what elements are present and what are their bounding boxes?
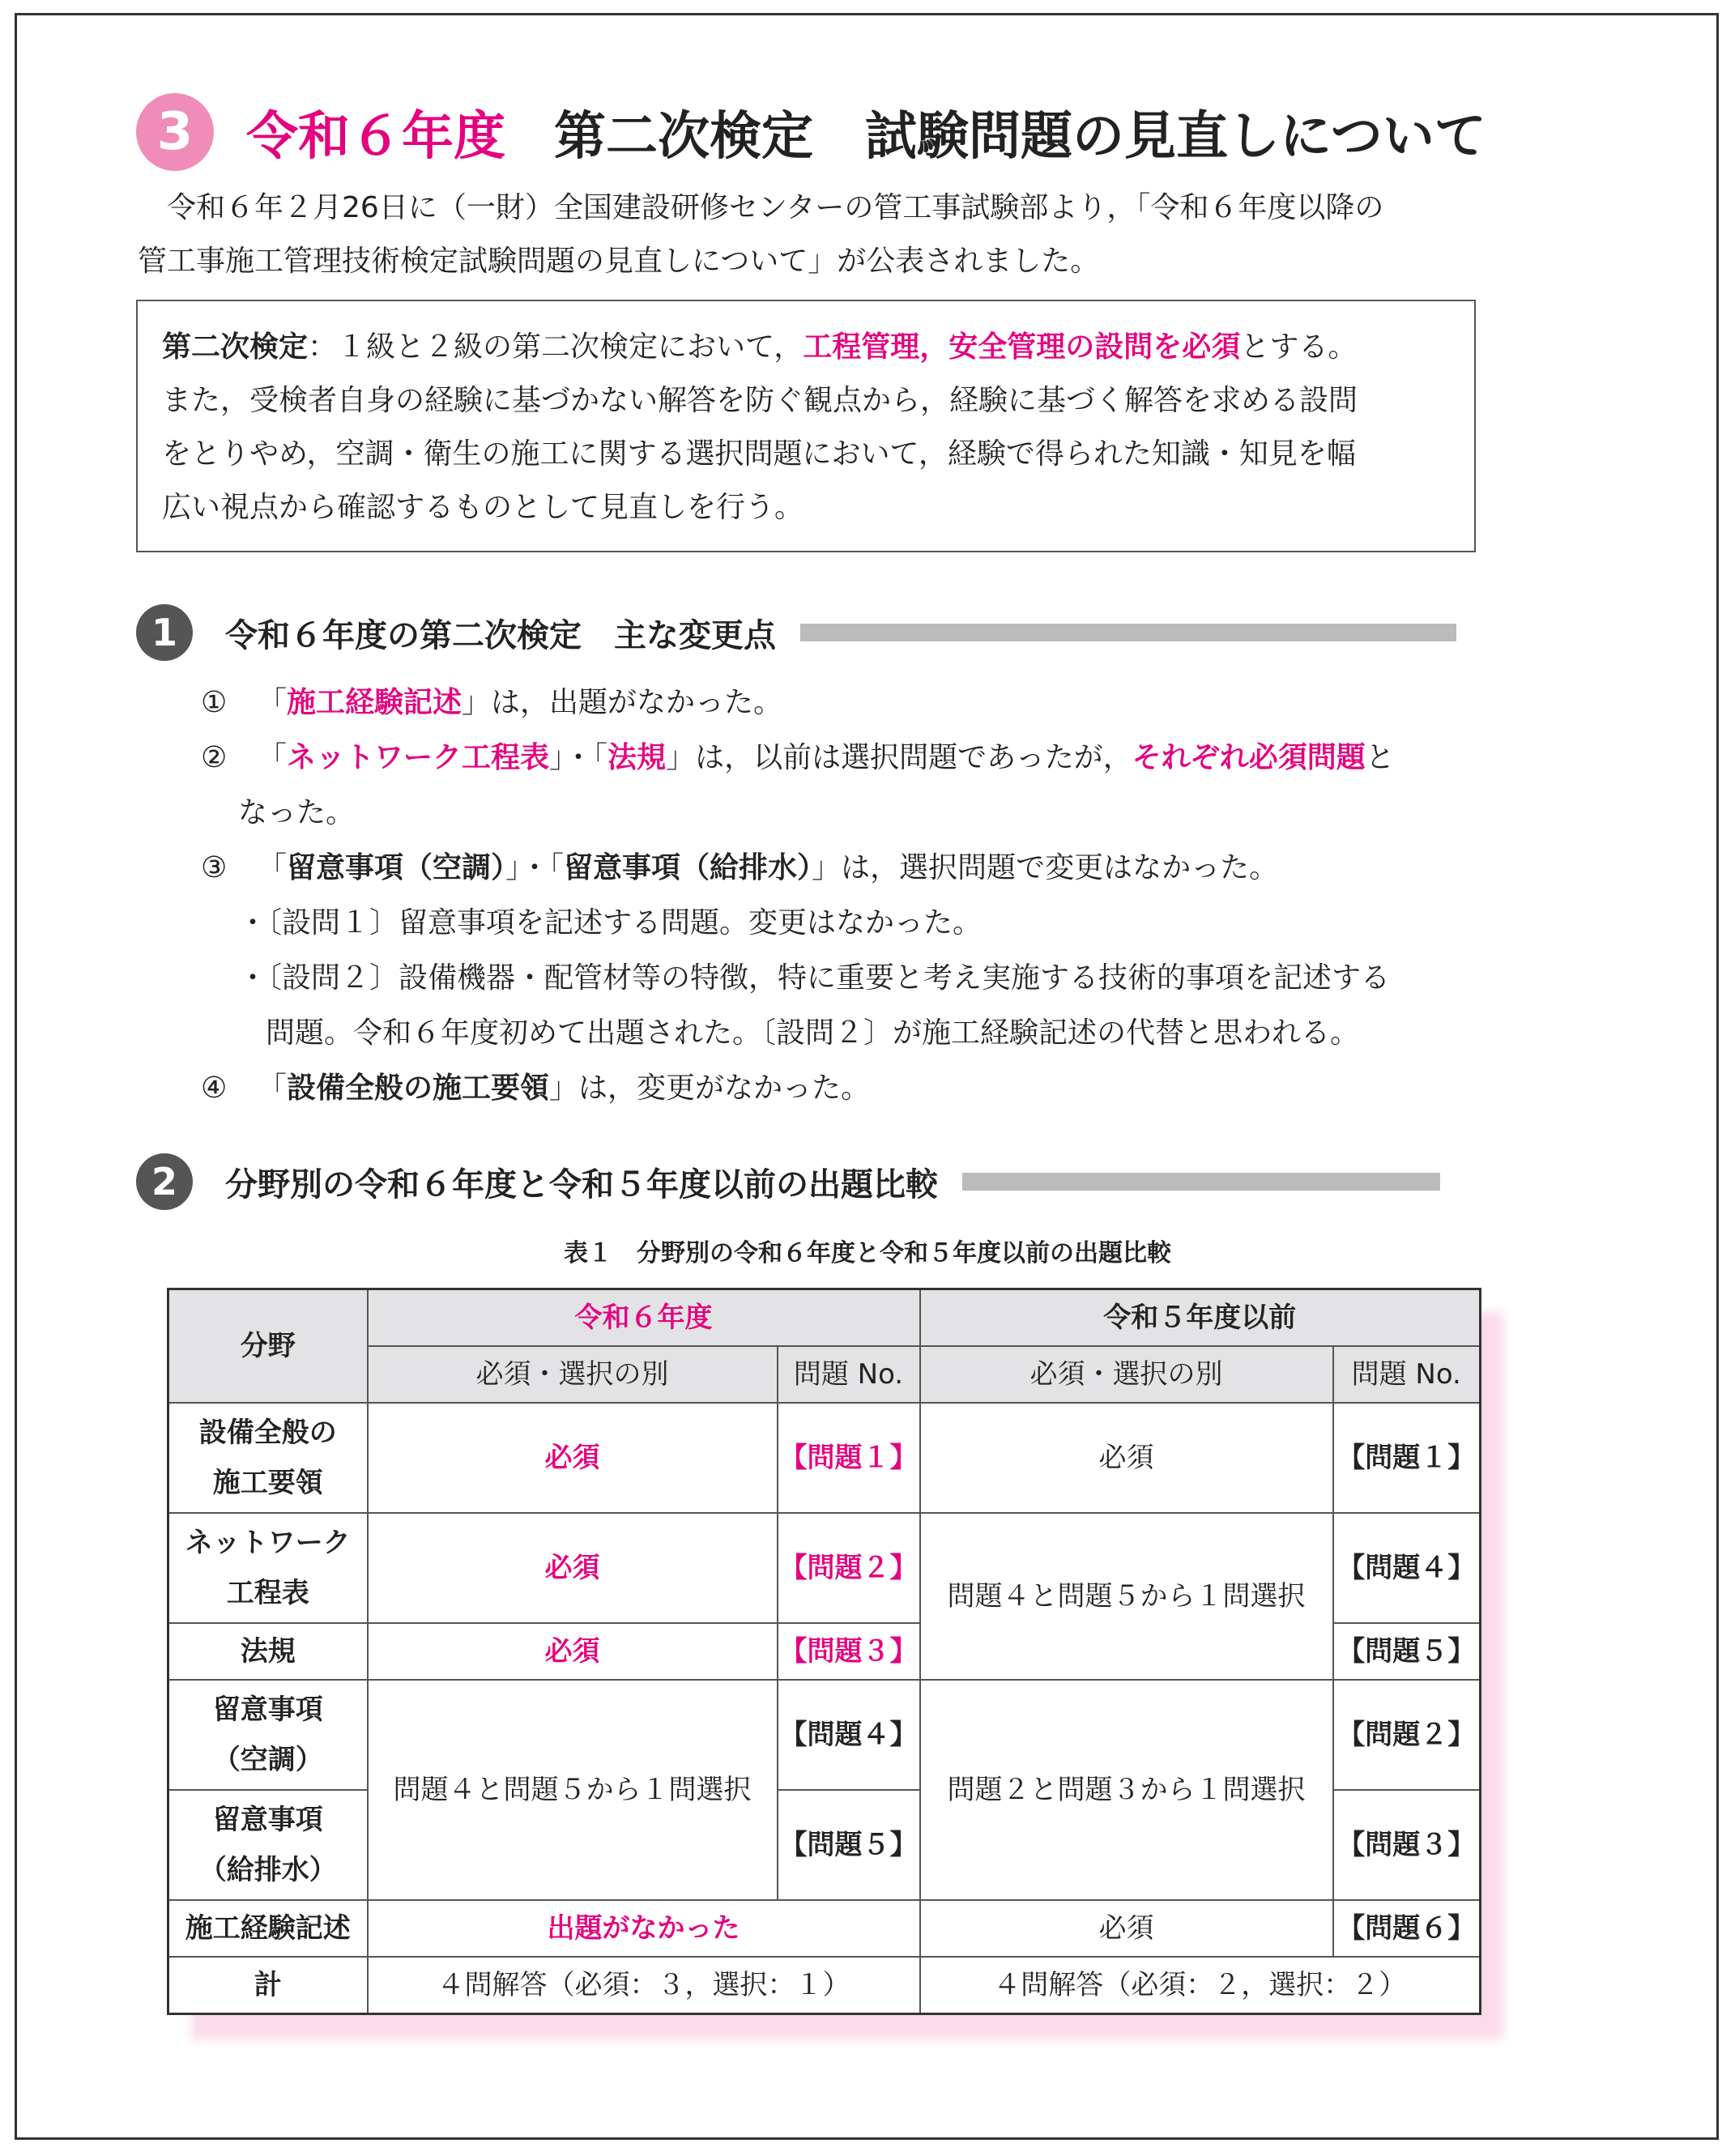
section-1-title: 令和６年度の第二次検定 主な変更点 [225, 616, 776, 654]
header-r6-type: 必須・選択の別 [368, 1346, 778, 1403]
r6-type-cell: 出題がなかった [368, 1900, 920, 1957]
table-total-row [168, 1957, 1481, 2013]
title-main: 第二次検定 試験問題の見直しについて [554, 107, 1486, 167]
box-line-3: をとりやめ，空調・衛生の施工に関する選択問題において，経験で得られた知識・知見を幅 [162, 437, 1356, 471]
title-number: 3 [136, 93, 214, 171]
intro-paragraph [138, 181, 1482, 288]
comparison-table-wrap [167, 1288, 1479, 2015]
intro-line-2: 管工事施工管理技術検定試験問題の見直しについて」が公表されました。 [138, 245, 1100, 278]
total-r5: ４問解答（必須：２，選択：２） [920, 1957, 1481, 2013]
r6-type-cell: 必須 [368, 1623, 778, 1680]
header-r5-type: 必須・選択の別 [920, 1346, 1333, 1403]
section-2-number: 2 [136, 1153, 193, 1210]
r6-no-cell: 【問題３】 [778, 1623, 920, 1680]
r5-type-cell: 問題４と問題５から１問選択 [920, 1513, 1333, 1680]
list-item: ③ 「留意事項（空調）」・「留意事項（給排水）」は，選択問題で変更はなかった。 [201, 851, 1279, 884]
r5-type-cell: 問題２と問題３から１問選択 [920, 1680, 1333, 1900]
table-row [168, 1513, 1481, 1623]
field-cell: 設備全般の 施工要領 [168, 1403, 368, 1513]
intro-line-1: 令和６年２月26日に（一財）全国建設研修センターの管工事試験部より，「令和６年度以降の [167, 191, 1384, 224]
r6-type-cell: 必須 [368, 1403, 778, 1513]
page-title [136, 87, 1486, 177]
table-header-row [168, 1289, 1481, 1346]
r6-no-cell: 【問題２】 [778, 1513, 920, 1623]
list-item: ① 「施工経験記述」は，出題がなかった。 [201, 686, 783, 719]
field-cell: 留意事項 （給排水） [168, 1790, 368, 1900]
header-r6: 令和６年度 [368, 1289, 920, 1346]
r6-type-cell: 問題４と問題５から１問選択 [368, 1680, 778, 1900]
list-item: ② 「ネットワーク工程表」・「法規」は，以前は選択問題であったが，それぞれ必須問題と [201, 741, 1395, 774]
header-field: 分野 [168, 1289, 368, 1403]
header-r6-no: 問題 No. [778, 1346, 920, 1403]
box-line-1: 第二次検定：１級と２級の第二次検定において，工程管理，安全管理の設問を必須とする。 [162, 330, 1358, 364]
section-1-heading [136, 604, 1456, 661]
summary-box [136, 300, 1476, 552]
table-row [168, 1680, 1481, 1790]
r5-no-cell: 【問題２】 [1333, 1680, 1481, 1790]
field-cell: 留意事項 （空調） [168, 1680, 368, 1790]
r5-no-cell: 【問題５】 [1333, 1623, 1481, 1680]
r5-no-cell: 【問題４】 [1333, 1513, 1481, 1623]
r5-type-cell: 必須 [920, 1900, 1333, 1957]
section-2-heading [136, 1153, 1440, 1210]
field-cell: 施工経験記述 [168, 1900, 368, 1957]
r6-no-cell: 【問題５】 [778, 1790, 920, 1900]
total-label: 計 [168, 1957, 368, 2013]
r6-no-cell: 【問題４】 [778, 1680, 920, 1790]
r5-no-cell: 【問題６】 [1333, 1900, 1481, 1957]
r6-no-cell: 【問題１】 [778, 1403, 920, 1513]
list-item-continuation: なった。 [238, 796, 356, 829]
box-line-2: また，受検者自身の経験に基づかない解答を防ぐ観点から，経験に基づく解答を求める設問 [162, 384, 1358, 417]
section-1-bar [800, 624, 1456, 641]
r5-type-cell: 必須 [920, 1403, 1333, 1513]
header-r5: 令和５年度以前 [920, 1289, 1481, 1346]
section-1-number: 1 [136, 604, 193, 661]
box-line-4: 広い視点から確認するものとして見直しを行う。 [162, 491, 804, 524]
table-caption: 表１ 分野別の令和６年度と令和５年度以前の出題比較 [564, 1239, 1171, 1268]
title-year: 令和６年度 [246, 107, 505, 167]
change-list [201, 675, 1497, 1116]
field-cell: ネットワーク 工程表 [168, 1513, 368, 1623]
section-2-title: 分野別の令和６年度と令和５年度以前の出題比較 [225, 1165, 938, 1204]
sub-item-continuation: 問題。令和６年度初めて出題された。〔設問２〕が施工経験記述の代替と思われる。 [266, 1016, 1360, 1050]
table-row [168, 1900, 1481, 1957]
field-cell: 法規 [168, 1623, 368, 1680]
total-r6: ４問解答（必須：３，選択：１） [368, 1957, 920, 2013]
sub-item: ・〔設問２〕設備機器・配管材等の特徴，特に重要と考え実施する技術的事項を記述する [238, 961, 1391, 995]
list-item: ④ 「設備全般の施工要領」は，変更がなかった。 [201, 1072, 871, 1105]
sub-item: ・〔設問１〕留意事項を記述する問題。変更はなかった。 [238, 906, 983, 940]
r5-no-cell: 【問題１】 [1333, 1403, 1481, 1513]
r6-type-cell: 必須 [368, 1513, 778, 1623]
r5-no-cell: 【問題３】 [1333, 1790, 1481, 1900]
comparison-table [167, 1288, 1481, 2015]
header-r5-no: 問題 No. [1333, 1346, 1481, 1403]
section-2-bar [962, 1173, 1440, 1191]
table-row [168, 1403, 1481, 1513]
